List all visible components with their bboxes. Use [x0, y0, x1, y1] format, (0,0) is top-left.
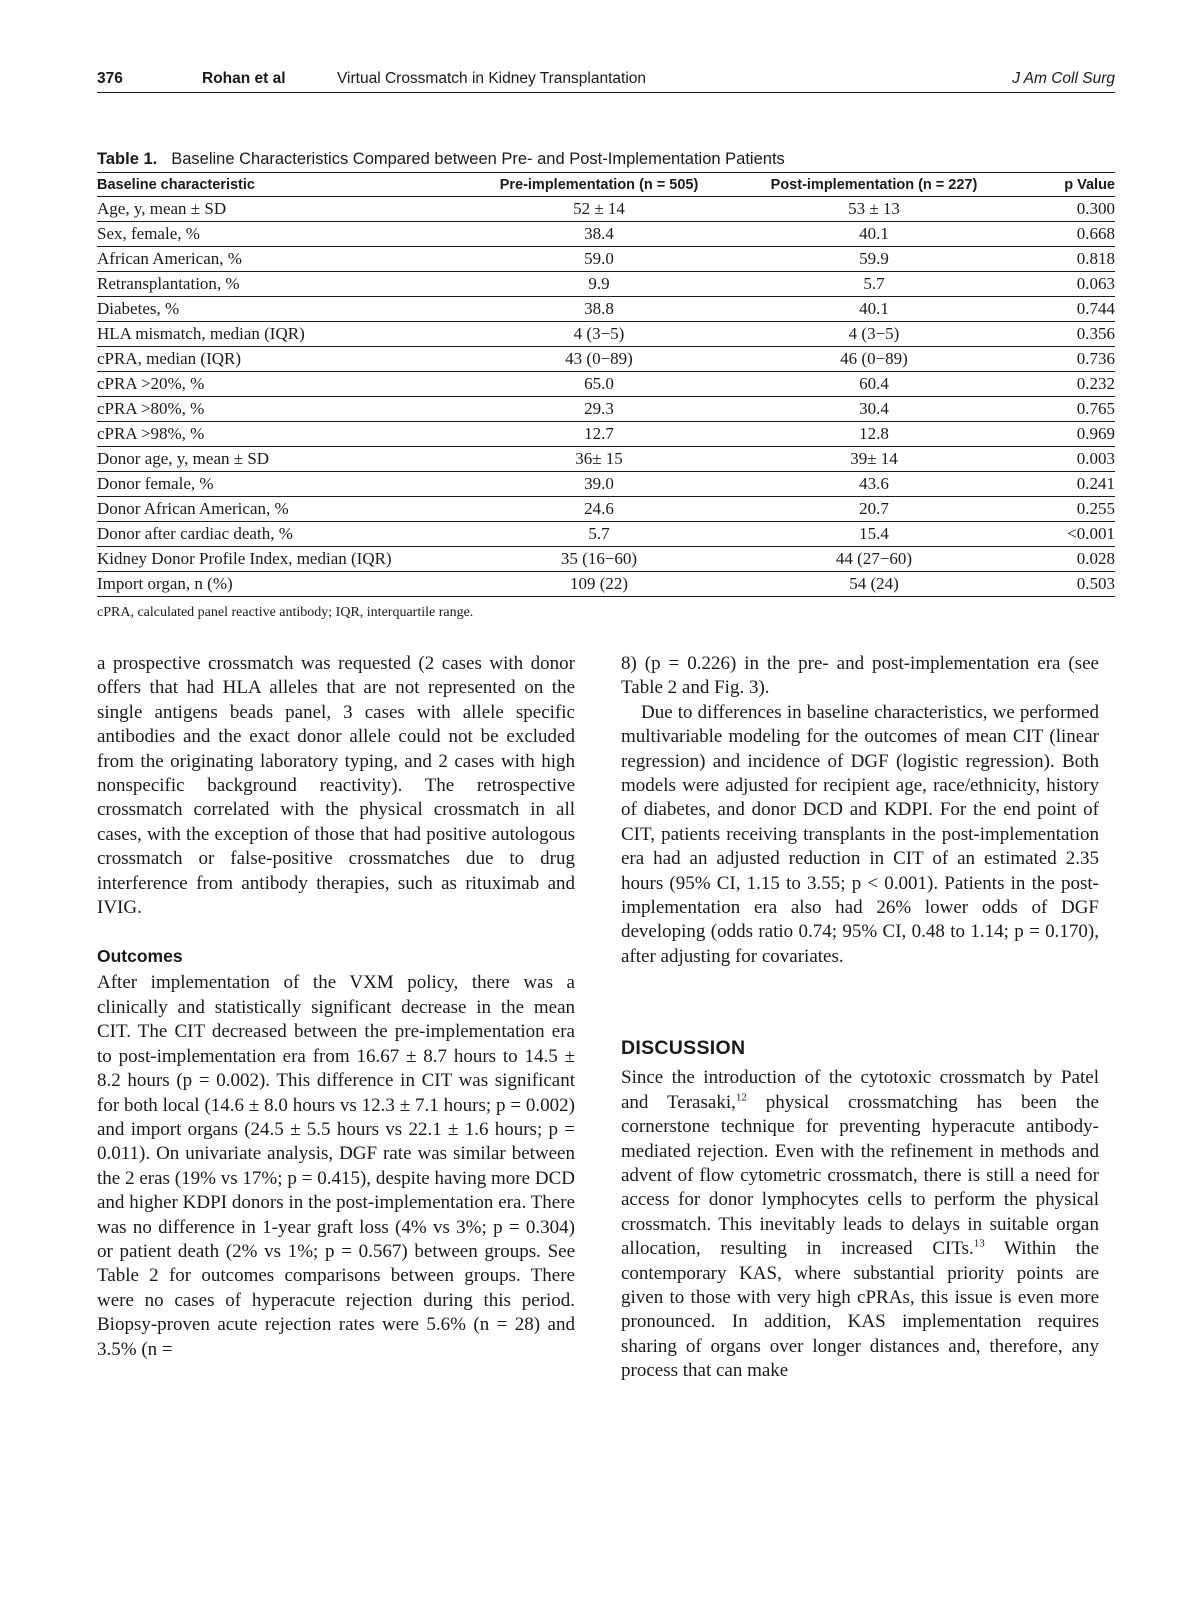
- cell-pre: 59.0: [449, 247, 749, 272]
- cell-post: 44 (27−60): [749, 547, 999, 572]
- cell-p-value: 0.356: [999, 322, 1115, 347]
- cell-p-value: 0.232: [999, 372, 1115, 397]
- header-p-value: p Value: [999, 173, 1115, 197]
- table-row: [97, 222, 1115, 247]
- cell-pre: 43 (0−89): [449, 347, 749, 372]
- cell-characteristic: cPRA >80%, %: [97, 397, 449, 422]
- cell-characteristic: Import organ, n (%): [97, 572, 449, 597]
- table-label: Table 1.: [97, 150, 158, 168]
- table-row: [97, 522, 1115, 547]
- cell-p-value: <0.001: [999, 522, 1115, 547]
- baseline-table: [97, 172, 1115, 597]
- cell-characteristic: Donor after cardiac death, %: [97, 522, 449, 547]
- table-row: [97, 547, 1115, 572]
- table-row: [97, 322, 1115, 347]
- table-body: [97, 197, 1115, 597]
- cell-post: 40.1: [749, 222, 999, 247]
- cell-pre: 5.7: [449, 522, 749, 547]
- running-authors: Rohan et al: [202, 70, 286, 87]
- cell-characteristic: Donor African American, %: [97, 497, 449, 522]
- cell-pre: 38.8: [449, 297, 749, 322]
- discussion-text-a: Since the introduction of the cytotoxic crossmatch by Patel and Terasaki,: [621, 1067, 1099, 1113]
- cell-pre: 38.4: [449, 222, 749, 247]
- cell-characteristic: cPRA >20%, %: [97, 372, 449, 397]
- cell-pre: 12.7: [449, 422, 749, 447]
- table-title: Baseline Characteristics Compared between Pre- and Post-Implementation Patients: [171, 150, 785, 168]
- cell-post: 39± 14: [749, 447, 999, 472]
- journal-name: J Am Coll Surg: [1012, 70, 1115, 87]
- cell-p-value: 0.744: [999, 297, 1115, 322]
- cell-post: 20.7: [749, 497, 999, 522]
- cell-post: 4 (3−5): [749, 322, 999, 347]
- cell-post: 60.4: [749, 372, 999, 397]
- cell-p-value: 0.969: [999, 422, 1115, 447]
- paragraph-crossmatch: a prospective crossmatch was requested (2 cases with donor offers that had HLA alleles that are not represented on the single antigens beads panel, 3 cases with allele specific antibodies and the exact donor allele could not be excluded from the originating laboratory typing, and 2 cases with high nonspecific background reactivity). The retrospective crossmatch correlated with the physical crossmatch in all cases, with the exception of those that had positive autologous crossmatch or false-positive crossmatches due to drug interference from antibody therapies, such as rituximab and IVIG.: [97, 653, 575, 919]
- table-caption: [97, 150, 1115, 169]
- cell-post: 59.9: [749, 247, 999, 272]
- paragraph-discussion: [621, 1066, 1099, 1383]
- cell-p-value: 0.063: [999, 272, 1115, 297]
- table-row: [97, 297, 1115, 322]
- table-row: [97, 497, 1115, 522]
- cell-characteristic: Diabetes, %: [97, 297, 449, 322]
- cell-pre: 39.0: [449, 472, 749, 497]
- table-row: [97, 372, 1115, 397]
- cell-p-value: 0.241: [999, 472, 1115, 497]
- cell-post: 40.1: [749, 297, 999, 322]
- cell-p-value: 0.003: [999, 447, 1115, 472]
- cell-p-value: 0.028: [999, 547, 1115, 572]
- paragraph-rejection-rates: 8) (p = 0.226) in the pre- and post-implementation era (see Table 2 and Fig. 3).: [621, 653, 1099, 699]
- cell-post: 43.6: [749, 472, 999, 497]
- cell-pre: 35 (16−60): [449, 547, 749, 572]
- paragraph-multivariable: Due to differences in baseline characteristics, we performed multivariable modeling for the outcomes of mean CIT (linear regression) and incidence of DGF (logistic regression). Both models were adjusted for recipient age, race/ethnicity, history of diabetes, and donor DCD and KDPI. For the end point of CIT, patients receiving transplants in the post-implementation era had an adjusted reduction in CIT of an estimated 2.35 hours (95% CI, 1.15 to 3.55; p < 0.001). Patients in the post-implementation era also had 26% lower odds of DGF developing (odds ratio 0.74; 95% CI, 0.48 to 1.14; p = 0.170), after adjusting for covariates.: [621, 701, 1099, 967]
- table-row: [97, 397, 1115, 422]
- table-header-row: [97, 173, 1115, 197]
- paragraph-outcomes: After implementation of the VXM policy, there was a clinically and statistically significant decrease in the mean CIT. The CIT decreased between the pre-implementation era to post-implementation era from 16.67 ± 8.7 hours to 14.5 ± 8.2 hours (p = 0.002). This difference in CIT was significant for both local (14.6 ± 8.0 hours vs 12.3 ± 7.1 hours; p = 0.002) and import organs (24.5 ± 5.5 hours vs 22.1 ± 1.6 hours; p = 0.011). On univariate analysis, DGF rate was similar between the 2 eras (19% vs 17%; p = 0.415), despite having more DCD and higher KDPI donors in the post-implementation era. There was no difference in 1-year graft loss (4% vs 3%; p = 0.304) or patient death (2% vs 1%; p = 0.567) between groups. See Table 2 for outcomes comparisons between groups. There were no cases of hyperacute rejection during this period. Biopsy-proven acute rejection rates were 5.6% (n = 28) and 3.5% (n =: [97, 972, 575, 1360]
- cell-characteristic: cPRA >98%, %: [97, 422, 449, 447]
- cell-characteristic: Donor age, y, mean ± SD: [97, 447, 449, 472]
- cell-p-value: 0.668: [999, 222, 1115, 247]
- cell-pre: 52 ± 14: [449, 197, 749, 222]
- cell-p-value: 0.503: [999, 572, 1115, 597]
- discussion-text-b: physical crossmatching has been the cornerstone technique for preventing hyperacute antibody-mediated rejection. Even with the refinement in methods and advent of flow cytometric crossmatch, there is still a need for access for donor lymphocytes cells to perform the physical crossmatch. This inevitably leads to delays in suitable organ allocation, resulting in increased CITs.: [621, 1091, 1099, 1260]
- reference-12: 12: [735, 1091, 747, 1104]
- discussion-heading: DISCUSSION: [621, 1037, 746, 1060]
- running-header: [97, 68, 1115, 93]
- cell-post: 46 (0−89): [749, 347, 999, 372]
- reference-13: 13: [973, 1237, 985, 1250]
- right-column: [621, 652, 1099, 1384]
- cell-post: 12.8: [749, 422, 999, 447]
- cell-characteristic: cPRA, median (IQR): [97, 347, 449, 372]
- cell-post: 54 (24): [749, 572, 999, 597]
- cell-characteristic: Donor female, %: [97, 472, 449, 497]
- table-row: [97, 197, 1115, 222]
- table-1: [97, 150, 1115, 621]
- cell-characteristic: African American, %: [97, 247, 449, 272]
- cell-pre: 65.0: [449, 372, 749, 397]
- header-characteristic: Baseline characteristic: [97, 173, 449, 197]
- page-number: 376: [97, 70, 123, 87]
- cell-p-value: 0.818: [999, 247, 1115, 272]
- cell-characteristic: Sex, female, %: [97, 222, 449, 247]
- left-column: [97, 652, 575, 1362]
- table-footnote: cPRA, calculated panel reactive antibody; IQR, interquartile range.: [97, 605, 474, 620]
- cell-pre: 109 (22): [449, 572, 749, 597]
- cell-pre: 9.9: [449, 272, 749, 297]
- cell-characteristic: Retransplantation, %: [97, 272, 449, 297]
- table-row: [97, 347, 1115, 372]
- cell-p-value: 0.255: [999, 497, 1115, 522]
- table-row: [97, 572, 1115, 597]
- cell-p-value: 0.736: [999, 347, 1115, 372]
- discussion-text-c: Within the contemporary KAS, where substantial priority points are given to those with very high cPRAs, this issue is even more pronounced. In addition, KAS implementation requires sharing of organs over longer distances and, therefore, any process that can make: [621, 1238, 1099, 1382]
- cell-characteristic: HLA mismatch, median (IQR): [97, 322, 449, 347]
- header-post: Post-implementation (n = 227): [749, 173, 999, 197]
- running-title: Virtual Crossmatch in Kidney Transplantation: [337, 70, 647, 87]
- cell-characteristic: Kidney Donor Profile Index, median (IQR): [97, 547, 449, 572]
- header-pre: Pre-implementation (n = 505): [449, 173, 749, 197]
- outcomes-heading: Outcomes: [97, 946, 183, 967]
- cell-p-value: 0.765: [999, 397, 1115, 422]
- cell-post: 15.4: [749, 522, 999, 547]
- cell-pre: 29.3: [449, 397, 749, 422]
- cell-post: 5.7: [749, 272, 999, 297]
- cell-pre: 36± 15: [449, 447, 749, 472]
- table-row: [97, 422, 1115, 447]
- cell-post: 30.4: [749, 397, 999, 422]
- cell-p-value: 0.300: [999, 197, 1115, 222]
- table-row: [97, 247, 1115, 272]
- cell-pre: 24.6: [449, 497, 749, 522]
- cell-characteristic: Age, y, mean ± SD: [97, 197, 449, 222]
- cell-pre: 4 (3−5): [449, 322, 749, 347]
- table-row: [97, 272, 1115, 297]
- cell-post: 53 ± 13: [749, 197, 999, 222]
- table-row: [97, 447, 1115, 472]
- table-row: [97, 472, 1115, 497]
